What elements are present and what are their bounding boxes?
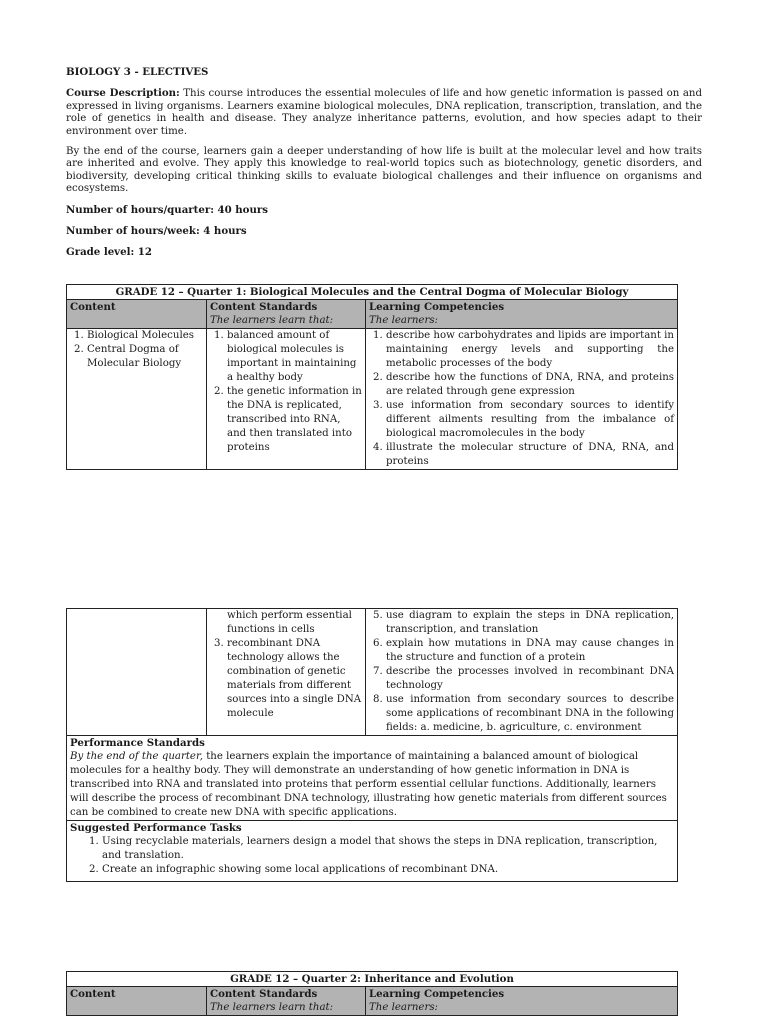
content-cell-empty <box>67 609 207 736</box>
performance-tasks-cell <box>67 821 678 882</box>
standard-continuation: which perform essential functions in cells <box>227 610 352 635</box>
performance-standards-title: Performance Standards <box>70 737 205 749</box>
task-item: 2. Create an infographic showing some local applications of recombinant DNA. <box>102 863 674 877</box>
content-item: 2. Central Dogma of Molecular Biology <box>87 343 203 371</box>
standard-item: 1. balanced amount of biological molecules is important in maintaining a healthy body <box>227 329 362 385</box>
quarter1-continued-table <box>66 608 678 882</box>
course-description-text: This course introduces the essential molecules of life and how genetic information is passed on and expressed in living organisms. Learners examine biological molecules, DNA replication, transcription, translation, and the role of genetics in health and disease. They analyze inheritance patterns, evolution, and how species adapt to their environment over time. <box>66 88 702 137</box>
standard-item: 3. recombinant DNA technology allows the combination of genetic materials from different sources into a single DNA molecule <box>227 637 362 721</box>
col-standards-sub: The learners learn that: <box>207 314 366 329</box>
standards-cell <box>207 329 366 470</box>
hours-per-week: Number of hours/week: 4 hours <box>66 225 247 238</box>
col-content-header: Content <box>67 987 207 1002</box>
content-item: 1. Biological Molecules <box>87 329 203 343</box>
course-outcome-paragraph: By the end of the course, learners gain a deeper understanding of how life is built at the molecular level and how traits are inherited and evolve. They apply this knowledge to real-world topics such as biotechnology, genetic disorders, and biodiversity, developing critical thinking skills to evaluate biological challenges and their influence on organisms and ecosystems. <box>66 146 702 195</box>
competency-item: 4. illustrate the molecular structure of DNA, RNA, and proteins <box>386 441 674 469</box>
standards-cell-continued <box>207 609 366 736</box>
col-standards-header: Content Standards <box>207 987 366 1002</box>
grade-level: Grade level: 12 <box>66 246 152 259</box>
performance-standards-cell <box>67 736 678 821</box>
course-description-label: Course Description: <box>66 87 180 100</box>
col-content-sub <box>67 1001 207 1016</box>
col-standards-header: Content Standards <box>207 300 366 315</box>
document-title: BIOLOGY 3 - ELECTIVES <box>66 66 209 78</box>
col-competencies-sub: The learners: <box>366 1001 678 1016</box>
competency-item: 1. describe how carbohydrates and lipids are important in maintaining energy levels and supporting the metabolic processes of the body <box>386 329 674 371</box>
competency-item: 3. use information from secondary sources to identify different ailments resulting from the imbalance of biological macromolecules in the body <box>386 399 674 441</box>
col-standards-sub: The learners learn that: <box>207 1001 366 1016</box>
quarter2-table <box>66 971 678 1016</box>
quarter1-caption: GRADE 12 – Quarter 1: Biological Molecules and the Central Dogma of Molecular Biology <box>67 285 678 300</box>
hours-per-quarter: Number of hours/quarter: 40 hours <box>66 203 268 216</box>
quarter1-table <box>66 284 678 470</box>
competency-item: 6. explain how mutations in DNA may cause changes in the structure and function of a protein <box>386 637 674 665</box>
competency-item: 5. use diagram to explain the steps in DNA replication, transcription, and translation <box>386 609 674 637</box>
task-item: 1. Using recyclable materials, learners design a model that shows the steps in DNA replication, transcription, and translation. <box>102 835 674 863</box>
col-competencies-header: Learning Competencies <box>366 987 678 1002</box>
col-competencies-sub: The learners: <box>366 314 678 329</box>
performance-tasks-title: Suggested Performance Tasks <box>70 822 242 834</box>
competency-item: 2. describe how the functions of DNA, RNA, and proteins are related through gene expression <box>386 371 674 399</box>
performance-standards-text <box>70 750 674 820</box>
col-content-header: Content <box>67 300 207 315</box>
intro-section <box>66 66 702 268</box>
course-description <box>66 87 702 138</box>
col-competencies-header: Learning Competencies <box>366 300 678 315</box>
content-cell <box>67 329 207 470</box>
competency-item: 8. use information from secondary sources to describe some applications of recombinant DNA in the following fields: a. medicine, b. agriculture, c. environment <box>386 693 674 735</box>
standard-item: 2. the genetic information in the DNA is replicated, transcribed into RNA, and then translated into proteins <box>227 385 362 455</box>
competencies-cell-continued <box>366 609 678 736</box>
col-content-sub <box>67 314 207 329</box>
quarter2-caption: GRADE 12 – Quarter 2: Inheritance and Evolution <box>67 972 678 987</box>
performance-body: the learners explain the importance of maintaining a balanced amount of biological molecules for a healthy body. They will demonstrate an understanding of how genetic information in DNA is transcribed into RNA and translated into proteins that perform essential cellular functions. Additionally, learners will describe the process of recombinant DNA technology, illustrating how genetic materials from different sources can be combined to create new DNA with specific applications. <box>70 751 667 818</box>
competency-item: 7. describe the processes involved in recombinant DNA technology <box>386 665 674 693</box>
competencies-cell <box>366 329 678 470</box>
performance-lead: By the end of the quarter, <box>70 751 203 762</box>
